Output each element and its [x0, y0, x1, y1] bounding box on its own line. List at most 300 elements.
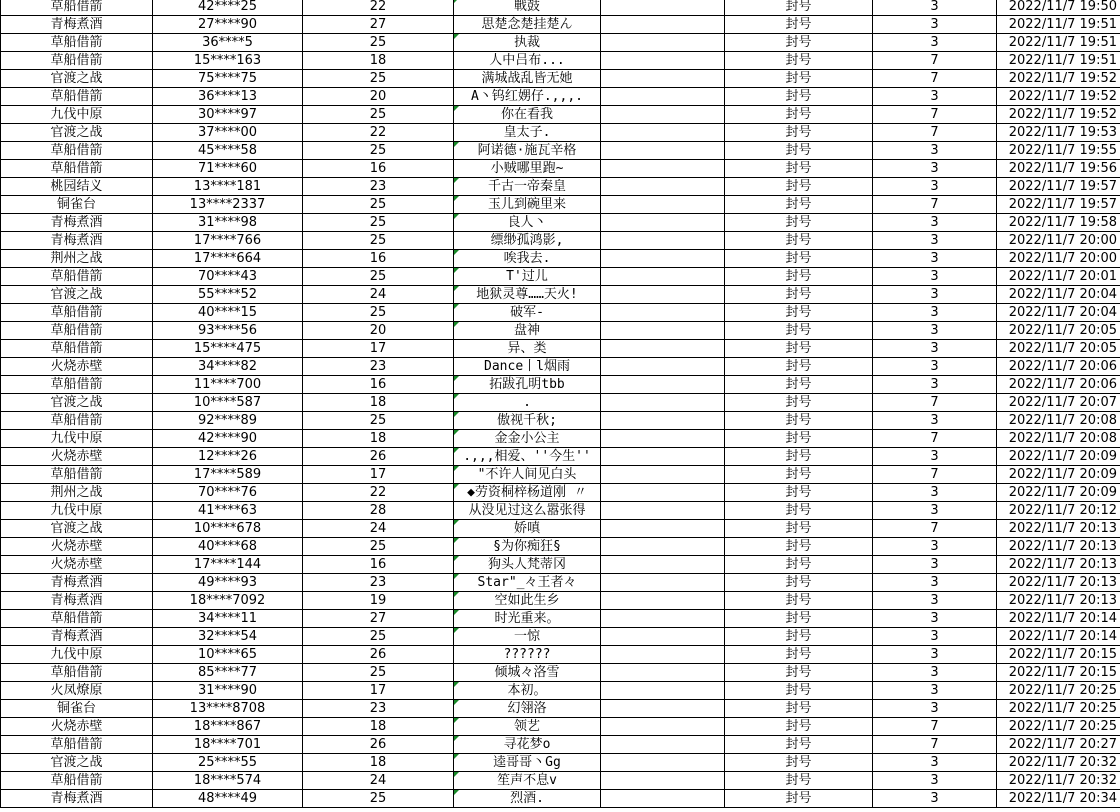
table-row[interactable]: [1, 412, 1120, 430]
table-row[interactable]: [1, 286, 1120, 304]
server-cell[interactable]: 荆州之战: [1, 484, 153, 502]
days-cell[interactable]: 7: [873, 196, 997, 214]
days-cell[interactable]: 7: [873, 124, 997, 142]
account-cell[interactable]: 30****97: [153, 106, 303, 124]
table-row[interactable]: [1, 268, 1120, 286]
action-cell[interactable]: 封号: [725, 124, 873, 142]
level-cell[interactable]: 25: [303, 412, 454, 430]
server-cell[interactable]: 青梅煮酒: [1, 592, 153, 610]
action-cell[interactable]: 封号: [725, 304, 873, 322]
server-cell[interactable]: 草船借箭: [1, 0, 153, 16]
spacer-cell[interactable]: [601, 466, 725, 484]
level-cell[interactable]: 17: [303, 682, 454, 700]
server-cell[interactable]: 火烧赤壁: [1, 718, 153, 736]
days-cell[interactable]: 3: [873, 214, 997, 232]
account-cell[interactable]: 15****163: [153, 52, 303, 70]
days-cell[interactable]: 3: [873, 160, 997, 178]
action-cell[interactable]: 封号: [725, 268, 873, 286]
spacer-cell[interactable]: [601, 340, 725, 358]
spacer-cell[interactable]: [601, 268, 725, 286]
server-cell[interactable]: 草船借箭: [1, 160, 153, 178]
time-cell[interactable]: 2022/11/7 20:05: [997, 340, 1120, 358]
account-cell[interactable]: 42****25: [153, 0, 303, 16]
spacer-cell[interactable]: [601, 376, 725, 394]
days-cell[interactable]: 3: [873, 556, 997, 574]
nickname-cell[interactable]: 异、类: [454, 340, 601, 358]
table-row[interactable]: [1, 502, 1120, 520]
time-cell[interactable]: 2022/11/7 19:50: [997, 0, 1120, 16]
days-cell[interactable]: 3: [873, 772, 997, 790]
table-row[interactable]: [1, 520, 1120, 538]
spacer-cell[interactable]: [601, 700, 725, 718]
action-cell[interactable]: 封号: [725, 322, 873, 340]
table-row[interactable]: [1, 790, 1120, 808]
level-cell[interactable]: 20: [303, 322, 454, 340]
account-cell[interactable]: 13****2337: [153, 196, 303, 214]
nickname-cell[interactable]: 你在看我: [454, 106, 601, 124]
action-cell[interactable]: 封号: [725, 682, 873, 700]
table-row[interactable]: [1, 106, 1120, 124]
nickname-cell[interactable]: 满城战乱皆无她: [454, 70, 601, 88]
spacer-cell[interactable]: [601, 718, 725, 736]
table-row[interactable]: [1, 196, 1120, 214]
account-cell[interactable]: 10****587: [153, 394, 303, 412]
nickname-cell[interactable]: 玉儿到碗里来: [454, 196, 601, 214]
server-cell[interactable]: 草船借箭: [1, 52, 153, 70]
level-cell[interactable]: 20: [303, 88, 454, 106]
time-cell[interactable]: 2022/11/7 19:56: [997, 160, 1120, 178]
nickname-cell[interactable]: 笙声不息v: [454, 772, 601, 790]
server-cell[interactable]: 官渡之战: [1, 124, 153, 142]
nickname-cell[interactable]: 空如此生乡: [454, 592, 601, 610]
server-cell[interactable]: 草船借箭: [1, 772, 153, 790]
spacer-cell[interactable]: [601, 610, 725, 628]
level-cell[interactable]: 23: [303, 574, 454, 592]
time-cell[interactable]: 2022/11/7 19:52: [997, 88, 1120, 106]
action-cell[interactable]: 封号: [725, 196, 873, 214]
table-row[interactable]: [1, 664, 1120, 682]
days-cell[interactable]: 7: [873, 52, 997, 70]
spacer-cell[interactable]: [601, 70, 725, 88]
days-cell[interactable]: 3: [873, 250, 997, 268]
level-cell[interactable]: 26: [303, 448, 454, 466]
nickname-cell[interactable]: 寻花梦o: [454, 736, 601, 754]
account-cell[interactable]: 18****867: [153, 718, 303, 736]
level-cell[interactable]: 22: [303, 124, 454, 142]
time-cell[interactable]: 2022/11/7 20:32: [997, 754, 1120, 772]
spacer-cell[interactable]: [601, 286, 725, 304]
server-cell[interactable]: 官渡之战: [1, 520, 153, 538]
nickname-cell[interactable]: 金金小公主: [454, 430, 601, 448]
account-cell[interactable]: 11****700: [153, 376, 303, 394]
account-cell[interactable]: 31****90: [153, 682, 303, 700]
spacer-cell[interactable]: [601, 394, 725, 412]
days-cell[interactable]: 3: [873, 754, 997, 772]
action-cell[interactable]: 封号: [725, 286, 873, 304]
days-cell[interactable]: 3: [873, 304, 997, 322]
days-cell[interactable]: 7: [873, 430, 997, 448]
action-cell[interactable]: 封号: [725, 430, 873, 448]
level-cell[interactable]: 16: [303, 376, 454, 394]
account-cell[interactable]: 49****93: [153, 574, 303, 592]
spacer-cell[interactable]: [601, 574, 725, 592]
time-cell[interactable]: 2022/11/7 20:13: [997, 556, 1120, 574]
table-row[interactable]: [1, 718, 1120, 736]
level-cell[interactable]: 27: [303, 16, 454, 34]
action-cell[interactable]: 封号: [725, 520, 873, 538]
days-cell[interactable]: 3: [873, 232, 997, 250]
time-cell[interactable]: 2022/11/7 20:34: [997, 790, 1120, 808]
days-cell[interactable]: 3: [873, 142, 997, 160]
server-cell[interactable]: 官渡之战: [1, 754, 153, 772]
level-cell[interactable]: 18: [303, 52, 454, 70]
action-cell[interactable]: 封号: [725, 160, 873, 178]
account-cell[interactable]: 93****56: [153, 322, 303, 340]
spacer-cell[interactable]: [601, 358, 725, 376]
spacer-cell[interactable]: [601, 214, 725, 232]
table-row[interactable]: [1, 52, 1120, 70]
nickname-cell[interactable]: 盘神: [454, 322, 601, 340]
spacer-cell[interactable]: [601, 682, 725, 700]
nickname-cell[interactable]: 缥缈孤鸿影,: [454, 232, 601, 250]
server-cell[interactable]: 草船借箭: [1, 664, 153, 682]
days-cell[interactable]: 7: [873, 106, 997, 124]
level-cell[interactable]: 25: [303, 142, 454, 160]
server-cell[interactable]: 九伐中原: [1, 646, 153, 664]
time-cell[interactable]: 2022/11/7 20:09: [997, 484, 1120, 502]
time-cell[interactable]: 2022/11/7 19:57: [997, 196, 1120, 214]
table-row[interactable]: [1, 466, 1120, 484]
spacer-cell[interactable]: [601, 52, 725, 70]
time-cell[interactable]: 2022/11/7 20:08: [997, 430, 1120, 448]
server-cell[interactable]: 草船借箭: [1, 268, 153, 286]
days-cell[interactable]: 7: [873, 466, 997, 484]
server-cell[interactable]: 草船借箭: [1, 304, 153, 322]
level-cell[interactable]: 25: [303, 664, 454, 682]
action-cell[interactable]: 封号: [725, 214, 873, 232]
action-cell[interactable]: 封号: [725, 52, 873, 70]
table-row[interactable]: [1, 160, 1120, 178]
action-cell[interactable]: 封号: [725, 394, 873, 412]
account-cell[interactable]: 10****65: [153, 646, 303, 664]
table-row[interactable]: [1, 0, 1120, 16]
action-cell[interactable]: 封号: [725, 772, 873, 790]
action-cell[interactable]: 封号: [725, 592, 873, 610]
level-cell[interactable]: 22: [303, 484, 454, 502]
action-cell[interactable]: 封号: [725, 646, 873, 664]
days-cell[interactable]: 3: [873, 646, 997, 664]
nickname-cell[interactable]: .,,,相爱、''今生'': [454, 448, 601, 466]
days-cell[interactable]: 3: [873, 88, 997, 106]
level-cell[interactable]: 16: [303, 160, 454, 178]
time-cell[interactable]: 2022/11/7 20:25: [997, 700, 1120, 718]
account-cell[interactable]: 31****98: [153, 214, 303, 232]
level-cell[interactable]: 25: [303, 34, 454, 52]
table-row[interactable]: [1, 376, 1120, 394]
level-cell[interactable]: 25: [303, 790, 454, 808]
server-cell[interactable]: 官渡之战: [1, 70, 153, 88]
nickname-cell[interactable]: 一惊: [454, 628, 601, 646]
account-cell[interactable]: 70****43: [153, 268, 303, 286]
account-cell[interactable]: 17****144: [153, 556, 303, 574]
account-cell[interactable]: 18****7092: [153, 592, 303, 610]
spacer-cell[interactable]: [601, 448, 725, 466]
server-cell[interactable]: 铜雀台: [1, 700, 153, 718]
days-cell[interactable]: 7: [873, 718, 997, 736]
server-cell[interactable]: 火凤燎原: [1, 682, 153, 700]
level-cell[interactable]: 18: [303, 718, 454, 736]
server-cell[interactable]: 火烧赤壁: [1, 556, 153, 574]
days-cell[interactable]: 3: [873, 286, 997, 304]
spacer-cell[interactable]: [601, 250, 725, 268]
time-cell[interactable]: 2022/11/7 20:25: [997, 718, 1120, 736]
account-cell[interactable]: 18****574: [153, 772, 303, 790]
days-cell[interactable]: 7: [873, 394, 997, 412]
nickname-cell[interactable]: 良人丶: [454, 214, 601, 232]
days-cell[interactable]: 3: [873, 574, 997, 592]
account-cell[interactable]: 13****181: [153, 178, 303, 196]
days-cell[interactable]: 3: [873, 34, 997, 52]
spacer-cell[interactable]: [601, 142, 725, 160]
days-cell[interactable]: 3: [873, 484, 997, 502]
spacer-cell[interactable]: [601, 592, 725, 610]
level-cell[interactable]: 25: [303, 70, 454, 88]
spacer-cell[interactable]: [601, 322, 725, 340]
table-row[interactable]: [1, 70, 1120, 88]
days-cell[interactable]: 3: [873, 628, 997, 646]
account-cell[interactable]: 48****49: [153, 790, 303, 808]
action-cell[interactable]: 封号: [725, 700, 873, 718]
action-cell[interactable]: 封号: [725, 556, 873, 574]
spacer-cell[interactable]: [601, 106, 725, 124]
spacer-cell[interactable]: [601, 736, 725, 754]
spacer-cell[interactable]: [601, 754, 725, 772]
table-row[interactable]: [1, 394, 1120, 412]
level-cell[interactable]: 17: [303, 466, 454, 484]
spacer-cell[interactable]: [601, 430, 725, 448]
spacer-cell[interactable]: [601, 538, 725, 556]
nickname-cell[interactable]: 拓跋孔明tbb: [454, 376, 601, 394]
account-cell[interactable]: 71****60: [153, 160, 303, 178]
account-cell[interactable]: 17****589: [153, 466, 303, 484]
server-cell[interactable]: 青梅煮酒: [1, 232, 153, 250]
account-cell[interactable]: 25****55: [153, 754, 303, 772]
server-cell[interactable]: 官渡之战: [1, 286, 153, 304]
server-cell[interactable]: 九伐中原: [1, 106, 153, 124]
nickname-cell[interactable]: 倾城々洛雪: [454, 664, 601, 682]
action-cell[interactable]: 封号: [725, 178, 873, 196]
table-row[interactable]: [1, 430, 1120, 448]
table-row[interactable]: [1, 16, 1120, 34]
table-row[interactable]: [1, 736, 1120, 754]
time-cell[interactable]: 2022/11/7 19:51: [997, 34, 1120, 52]
action-cell[interactable]: 封号: [725, 250, 873, 268]
level-cell[interactable]: 25: [303, 268, 454, 286]
account-cell[interactable]: 10****678: [153, 520, 303, 538]
account-cell[interactable]: 55****52: [153, 286, 303, 304]
spacer-cell[interactable]: [601, 556, 725, 574]
account-cell[interactable]: 42****90: [153, 430, 303, 448]
level-cell[interactable]: 26: [303, 736, 454, 754]
level-cell[interactable]: 16: [303, 556, 454, 574]
level-cell[interactable]: 17: [303, 340, 454, 358]
action-cell[interactable]: 封号: [725, 34, 873, 52]
action-cell[interactable]: 封号: [725, 142, 873, 160]
table-row[interactable]: [1, 178, 1120, 196]
action-cell[interactable]: 封号: [725, 340, 873, 358]
time-cell[interactable]: 2022/11/7 20:15: [997, 664, 1120, 682]
action-cell[interactable]: 封号: [725, 106, 873, 124]
table-row[interactable]: [1, 484, 1120, 502]
time-cell[interactable]: 2022/11/7 19:53: [997, 124, 1120, 142]
days-cell[interactable]: 3: [873, 664, 997, 682]
nickname-cell[interactable]: 狗头人梵蒂冈: [454, 556, 601, 574]
level-cell[interactable]: 25: [303, 538, 454, 556]
spacer-cell[interactable]: [601, 790, 725, 808]
table-row[interactable]: [1, 754, 1120, 772]
account-cell[interactable]: 75****75: [153, 70, 303, 88]
server-cell[interactable]: 官渡之战: [1, 394, 153, 412]
level-cell[interactable]: 23: [303, 358, 454, 376]
time-cell[interactable]: 2022/11/7 20:06: [997, 358, 1120, 376]
server-cell[interactable]: 草船借箭: [1, 376, 153, 394]
time-cell[interactable]: 2022/11/7 20:09: [997, 466, 1120, 484]
nickname-cell[interactable]: "不许人间见白头: [454, 466, 601, 484]
days-cell[interactable]: 3: [873, 358, 997, 376]
nickname-cell[interactable]: Star"_々王者々: [454, 574, 601, 592]
nickname-cell[interactable]: 幻翎洛: [454, 700, 601, 718]
spacer-cell[interactable]: [601, 88, 725, 106]
time-cell[interactable]: 2022/11/7 19:58: [997, 214, 1120, 232]
days-cell[interactable]: 3: [873, 682, 997, 700]
action-cell[interactable]: 封号: [725, 412, 873, 430]
days-cell[interactable]: 3: [873, 322, 997, 340]
time-cell[interactable]: 2022/11/7 20:14: [997, 628, 1120, 646]
action-cell[interactable]: 封号: [725, 232, 873, 250]
time-cell[interactable]: 2022/11/7 20:08: [997, 412, 1120, 430]
account-cell[interactable]: 34****82: [153, 358, 303, 376]
table-row[interactable]: [1, 322, 1120, 340]
table-row[interactable]: [1, 214, 1120, 232]
nickname-cell[interactable]: 傲视千秋;: [454, 412, 601, 430]
table-row[interactable]: [1, 34, 1120, 52]
server-cell[interactable]: 草船借箭: [1, 34, 153, 52]
table-row[interactable]: [1, 574, 1120, 592]
level-cell[interactable]: 18: [303, 394, 454, 412]
table-row[interactable]: [1, 142, 1120, 160]
spacer-cell[interactable]: [601, 484, 725, 502]
spacer-cell[interactable]: [601, 0, 725, 16]
time-cell[interactable]: 2022/11/7 20:01: [997, 268, 1120, 286]
time-cell[interactable]: 2022/11/7 20:00: [997, 250, 1120, 268]
server-cell[interactable]: 草船借箭: [1, 340, 153, 358]
nickname-cell[interactable]: 领艺: [454, 718, 601, 736]
table-row[interactable]: [1, 232, 1120, 250]
nickname-cell[interactable]: .: [454, 394, 601, 412]
table-row[interactable]: [1, 304, 1120, 322]
level-cell[interactable]: 23: [303, 700, 454, 718]
spacer-cell[interactable]: [601, 646, 725, 664]
server-cell[interactable]: 草船借箭: [1, 322, 153, 340]
action-cell[interactable]: 封号: [725, 70, 873, 88]
action-cell[interactable]: 封号: [725, 736, 873, 754]
level-cell[interactable]: 26: [303, 646, 454, 664]
nickname-cell[interactable]: 思楚念楚挂楚ん: [454, 16, 601, 34]
nickname-cell[interactable]: 从没见过这么嚣张得: [454, 502, 601, 520]
days-cell[interactable]: 3: [873, 376, 997, 394]
nickname-cell[interactable]: 小贼哪里跑~: [454, 160, 601, 178]
spacer-cell[interactable]: [601, 232, 725, 250]
level-cell[interactable]: 23: [303, 178, 454, 196]
table-row[interactable]: [1, 682, 1120, 700]
nickname-cell[interactable]: A丶钨红娚仔.,,,.: [454, 88, 601, 106]
time-cell[interactable]: 2022/11/7 20:14: [997, 610, 1120, 628]
table-row[interactable]: [1, 610, 1120, 628]
nickname-cell[interactable]: 本初。: [454, 682, 601, 700]
spacer-cell[interactable]: [601, 772, 725, 790]
time-cell[interactable]: 2022/11/7 20:12: [997, 502, 1120, 520]
nickname-cell[interactable]: 唉我去.: [454, 250, 601, 268]
account-cell[interactable]: 36****5: [153, 34, 303, 52]
table-row[interactable]: [1, 628, 1120, 646]
account-cell[interactable]: 40****15: [153, 304, 303, 322]
account-cell[interactable]: 18****701: [153, 736, 303, 754]
spacer-cell[interactable]: [601, 304, 725, 322]
time-cell[interactable]: 2022/11/7 20:13: [997, 520, 1120, 538]
days-cell[interactable]: 3: [873, 16, 997, 34]
account-cell[interactable]: 34****11: [153, 610, 303, 628]
days-cell[interactable]: 3: [873, 592, 997, 610]
nickname-cell[interactable]: 破军-: [454, 304, 601, 322]
level-cell[interactable]: 25: [303, 232, 454, 250]
days-cell[interactable]: 3: [873, 502, 997, 520]
days-cell[interactable]: 3: [873, 790, 997, 808]
time-cell[interactable]: 2022/11/7 20:13: [997, 574, 1120, 592]
days-cell[interactable]: 3: [873, 0, 997, 16]
level-cell[interactable]: 24: [303, 286, 454, 304]
server-cell[interactable]: 荆州之战: [1, 250, 153, 268]
server-cell[interactable]: 火烧赤壁: [1, 538, 153, 556]
account-cell[interactable]: 12****26: [153, 448, 303, 466]
spacer-cell[interactable]: [601, 34, 725, 52]
level-cell[interactable]: 25: [303, 214, 454, 232]
time-cell[interactable]: 2022/11/7 20:32: [997, 772, 1120, 790]
spacer-cell[interactable]: [601, 196, 725, 214]
nickname-cell[interactable]: ??????: [454, 646, 601, 664]
time-cell[interactable]: 2022/11/7 20:07: [997, 394, 1120, 412]
level-cell[interactable]: 24: [303, 520, 454, 538]
server-cell[interactable]: 火烧赤壁: [1, 448, 153, 466]
action-cell[interactable]: 封号: [725, 0, 873, 16]
spacer-cell[interactable]: [601, 502, 725, 520]
server-cell[interactable]: 草船借箭: [1, 88, 153, 106]
level-cell[interactable]: 28: [303, 502, 454, 520]
account-cell[interactable]: 17****664: [153, 250, 303, 268]
server-cell[interactable]: 青梅煮酒: [1, 16, 153, 34]
table-row[interactable]: [1, 250, 1120, 268]
account-cell[interactable]: 32****54: [153, 628, 303, 646]
account-cell[interactable]: 17****766: [153, 232, 303, 250]
action-cell[interactable]: 封号: [725, 502, 873, 520]
time-cell[interactable]: 2022/11/7 20:13: [997, 538, 1120, 556]
spacer-cell[interactable]: [601, 160, 725, 178]
account-cell[interactable]: 85****77: [153, 664, 303, 682]
level-cell[interactable]: 16: [303, 250, 454, 268]
account-cell[interactable]: 92****89: [153, 412, 303, 430]
days-cell[interactable]: 7: [873, 736, 997, 754]
time-cell[interactable]: 2022/11/7 20:13: [997, 592, 1120, 610]
nickname-cell[interactable]: T'过儿: [454, 268, 601, 286]
